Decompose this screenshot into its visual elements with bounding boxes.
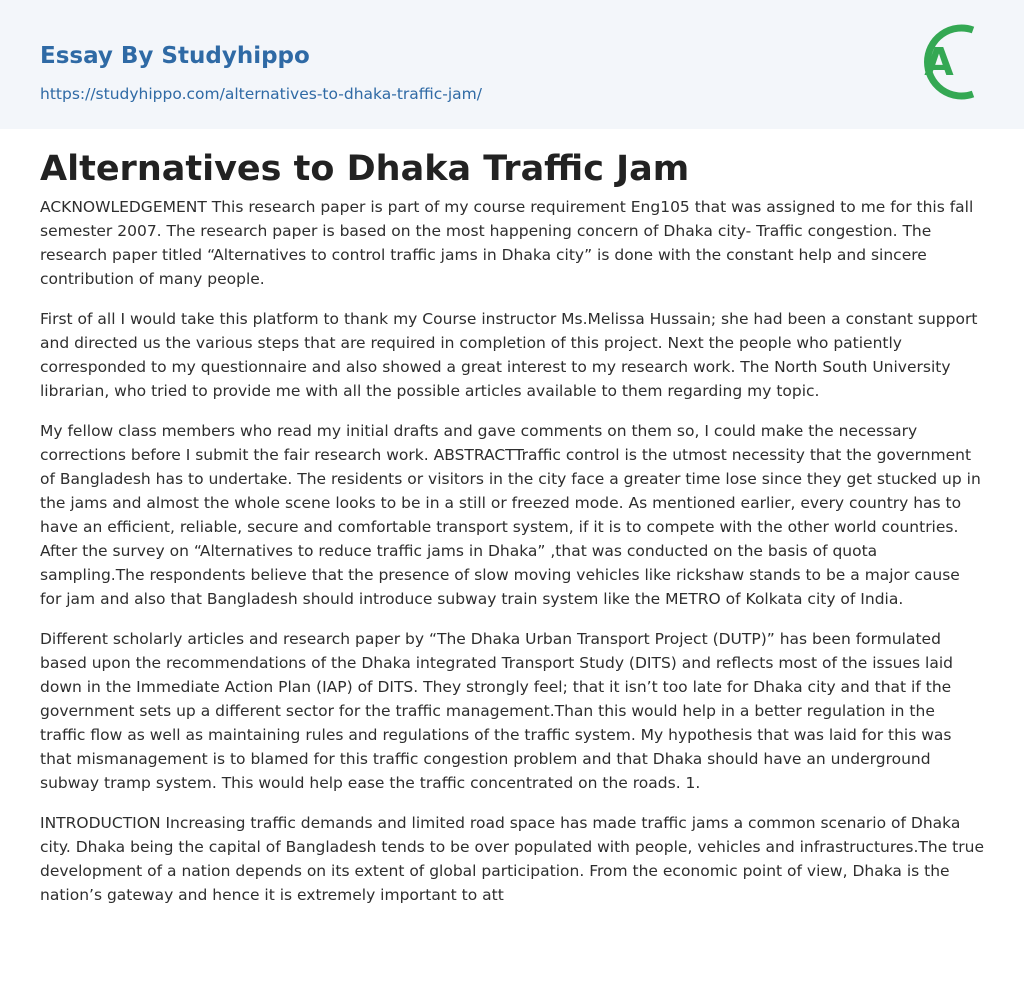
paragraph-1: ACKNOWLEDGEMENT This research paper is part of my course requirement Eng105 that was assigned to me for this fall semester 2007. The research paper is based on the most happening concern of Dhaka city- Traffic congestion. The research paper titled “Alternatives to control traffic jams in Dhaka city” is done with the constant help and sincere contribution of many people. <box>40 198 974 288</box>
studyhippo-logo-icon[interactable] <box>913 19 985 105</box>
paragraph-3: My fellow class members who read my initial drafts and gave comments on them so, I could make the necessary corrections before I submit the fair research work. ABSTRACTTraffic control is the utmost necessity that the government of Bangladesh has to undertake. The residents or visitors in the city face a greater time lose since they get stucked up in the jams and almost the whole scene looks to be in a still or freezed mode. As mentioned earlier, every country has to have an efficient, reliable, secure and comfortable transport system, if it is to compete with the other world countries. After the survey on “Alternatives to reduce traffic jams in Dhaka” ,that was conducted on the basis of quota sampling.The respondents believe that the presence of slow moving vehicles like rickshaw stands to be a major cause for jam and also that Bangladesh should introduce subway train system like the METRO of Kolkata city of India. <box>40 422 981 608</box>
site-brand[interactable]: Essay By Studyhippo <box>40 43 310 69</box>
paragraph-2: First of all I would take this platform to thank my Course instructor Ms.Melissa Hussain; she had been a constant support and directed us the various steps that are required in completion of this project. Next the people who patiently corresponded to my questionnaire and also showed a great interest to my research work. The North South University librarian, who tried to provide me with all the possible articles available to them regarding my topic. <box>40 310 978 400</box>
article-title: Alternatives to Dhaka Traffic Jam <box>40 149 690 189</box>
source-url-link[interactable]: https://studyhippo.com/alternatives-to-dhaka-traffic-jam/ <box>40 85 482 103</box>
article-body <box>40 195 984 923</box>
paragraph-5: INTRODUCTION Increasing traffic demands and limited road space has made traffic jams a common scenario of Dhaka city. Dhaka being the capital of Bangladesh tends to be over populated with people, vehicles and infrastructures.The true development of a nation depends on its extent of global participation. From the economic point of view, Dhaka is the nation’s gateway and hence it is extremely important to att <box>40 814 984 904</box>
logo-letter: A <box>924 40 954 84</box>
paragraph-4: Different scholarly articles and research paper by “The Dhaka Urban Transport Project (DUTP)” has been formulated based upon the recommendations of the Dhaka integrated Transport Study (DITS) and reflects most of the issues laid down in the Immediate Action Plan (IAP) of DITS. They strongly feel; that it isn’t too late for Dhaka city and that if the government sets up a different sector for the traffic management.Than this would help in a better regulation in the traffic flow as well as maintaining rules and regulations of the traffic system. My hypothesis that was laid for this was that mismanagement is to blamed for this traffic congestion problem and that Dhaka should have an underground subway tramp system. This would help ease the traffic concentrated on the roads. 1. <box>40 630 953 792</box>
